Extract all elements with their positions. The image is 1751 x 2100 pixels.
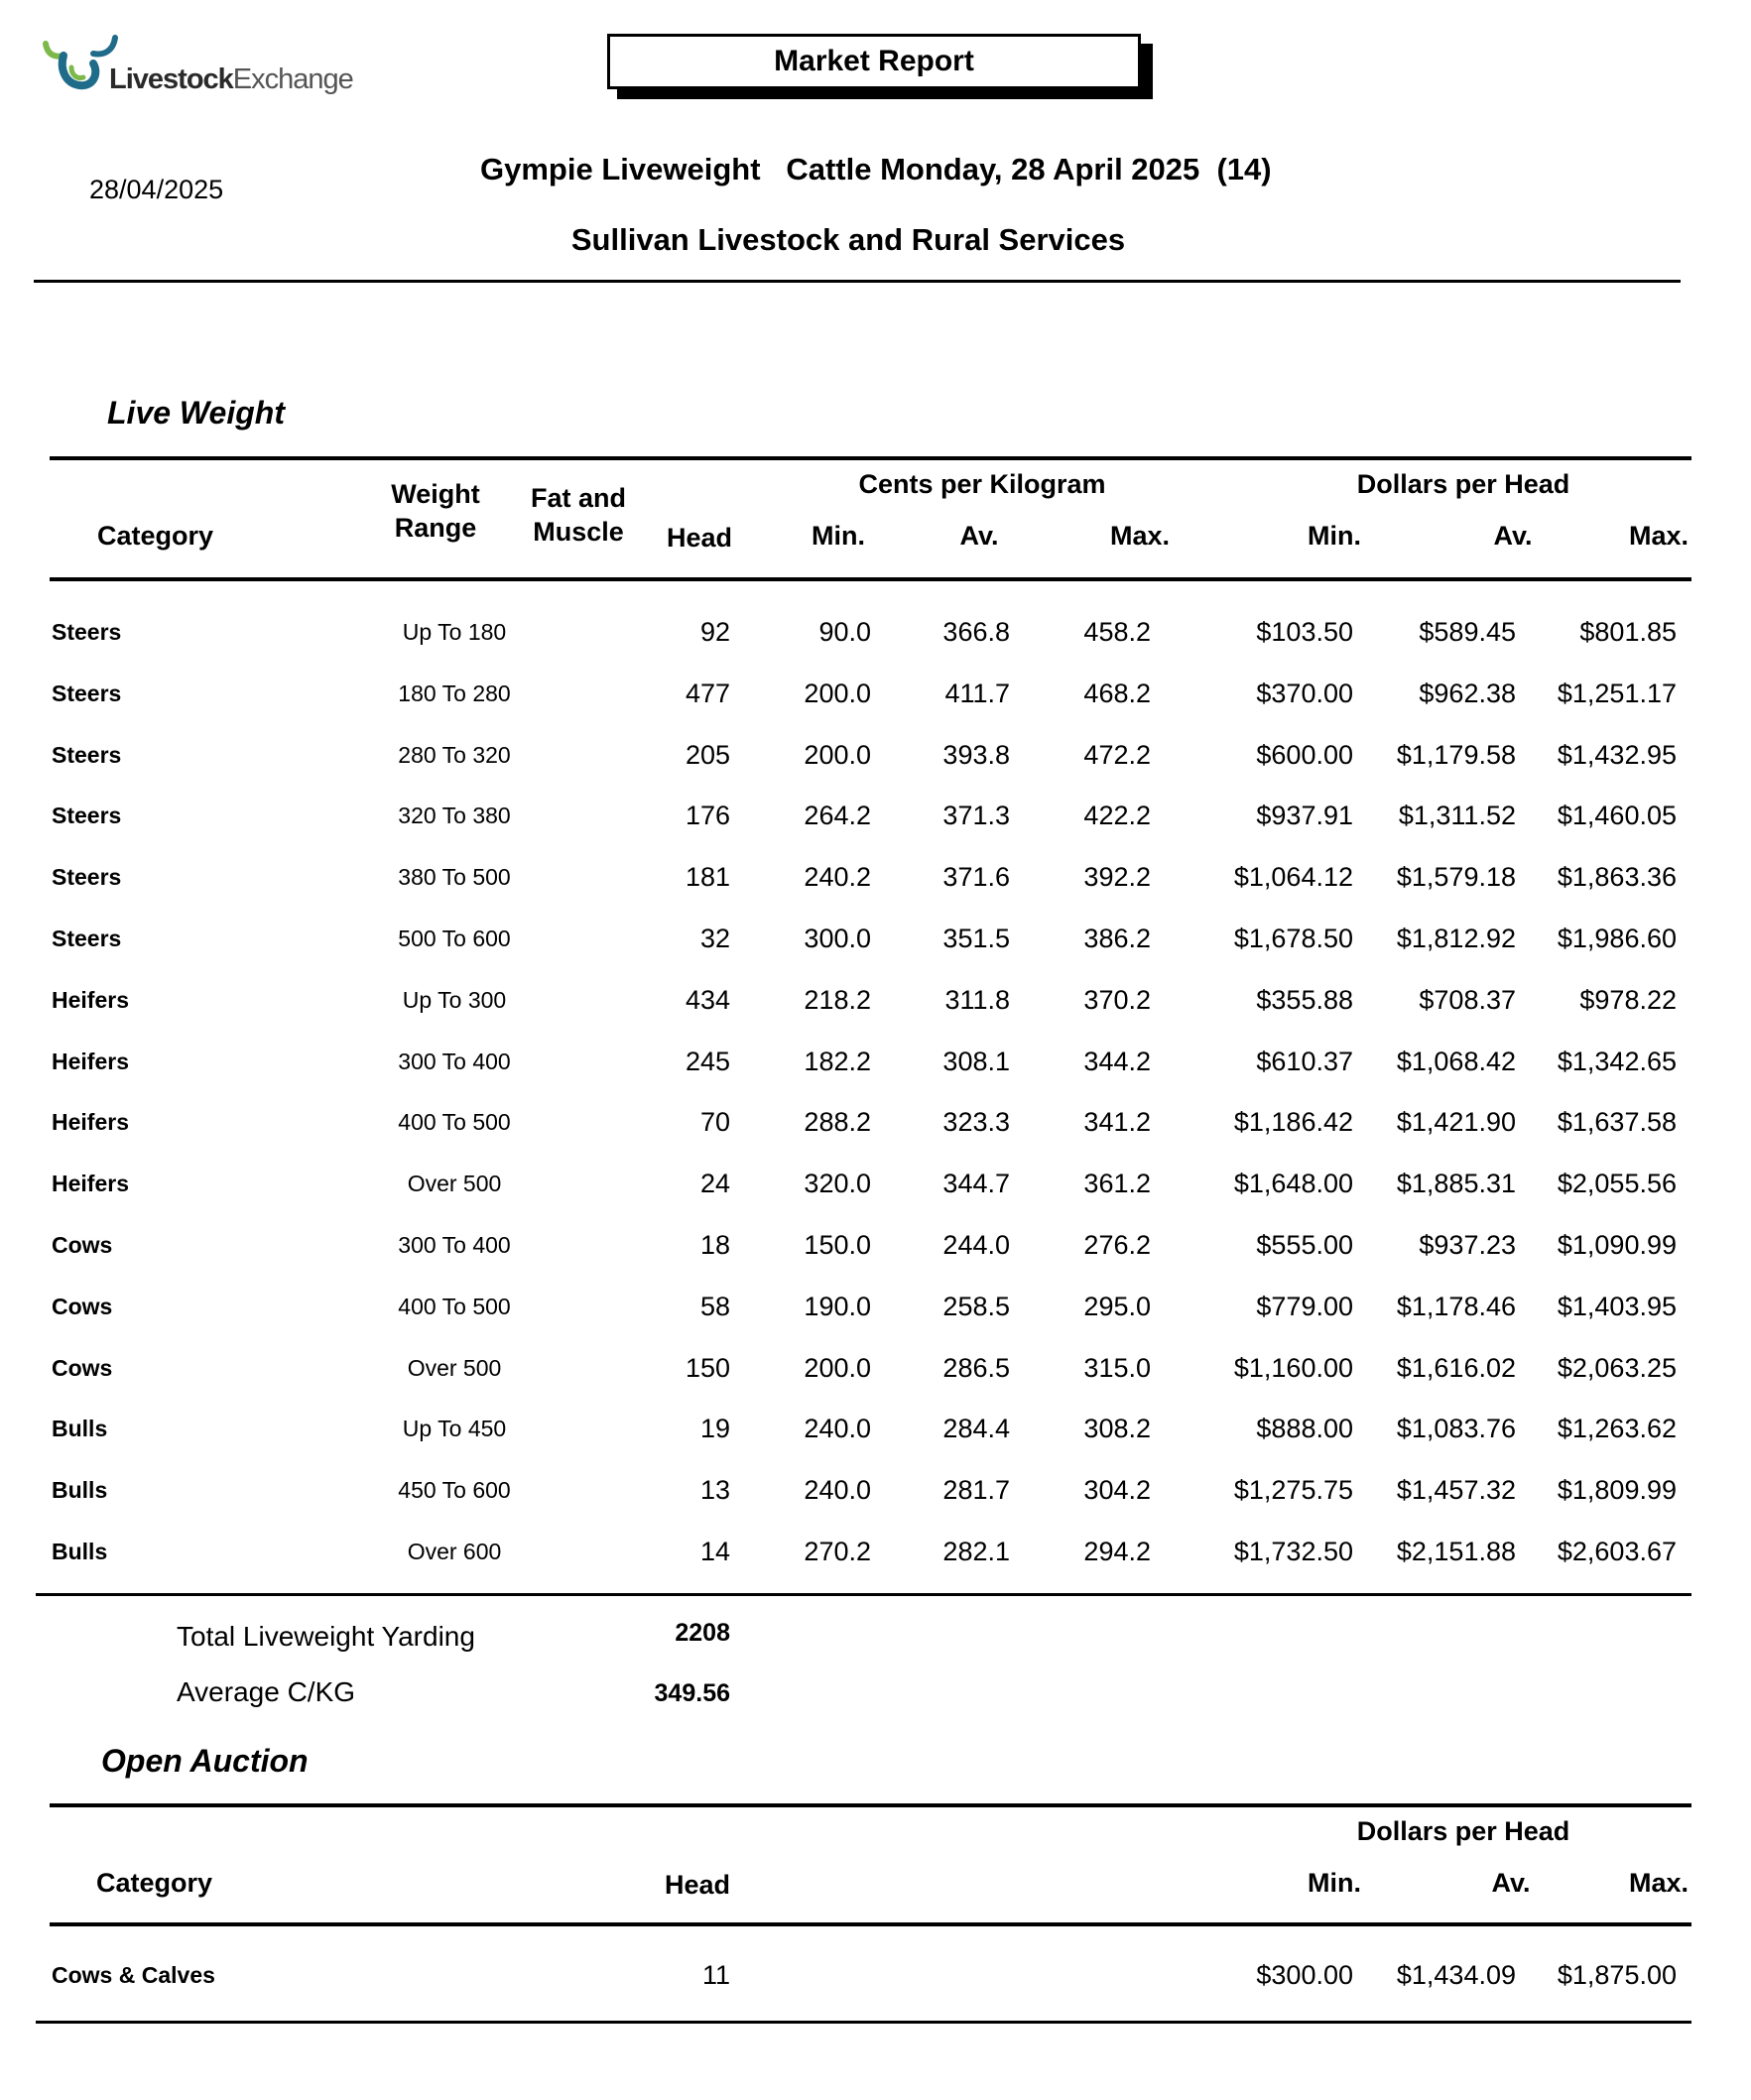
row-weight-range: Up To 180 xyxy=(402,619,507,645)
row-head: 58 xyxy=(699,1292,730,1321)
row-cents-max: 472.2 xyxy=(1083,740,1151,770)
row-weight-range: 450 To 600 xyxy=(398,1477,511,1503)
oa-col-header-head: Head xyxy=(664,1870,731,1900)
header-divider xyxy=(34,280,1681,283)
row-cents-min: 320.0 xyxy=(804,1169,871,1198)
table-row xyxy=(0,908,1751,969)
row-dollars-max: $1,342.65 xyxy=(1557,1047,1677,1076)
row-cents-min: 150.0 xyxy=(804,1230,871,1260)
oa-col-header-category: Category xyxy=(96,1868,213,1898)
col-header-cents-max: Max. xyxy=(1109,521,1171,551)
row-weight-range: 400 To 500 xyxy=(398,1109,511,1135)
row-cents-av: 344.7 xyxy=(942,1169,1010,1198)
row-dollars-av: $1,812.92 xyxy=(1396,924,1516,953)
table-row xyxy=(0,1459,1751,1521)
row-dollars-min: $1,678.50 xyxy=(1233,924,1353,953)
weight-range-line-2: Range xyxy=(394,512,477,543)
row-category: Bulls xyxy=(52,1416,108,1441)
row-head: 434 xyxy=(685,985,730,1015)
table-row xyxy=(0,1031,1751,1092)
row-dollars-max: $1,986.60 xyxy=(1557,924,1677,953)
row-dollars-max: $1,875.00 xyxy=(1557,1960,1677,1990)
row-dollars-av: $962.38 xyxy=(1419,679,1516,708)
row-category: Cows xyxy=(52,1355,113,1381)
row-cents-av: 366.8 xyxy=(942,617,1010,647)
row-dollars-min: $937.91 xyxy=(1256,801,1353,830)
col-header-fat-muscle xyxy=(514,482,643,550)
row-dollars-av: $1,885.31 xyxy=(1396,1169,1516,1198)
row-dollars-min: $1,732.50 xyxy=(1233,1537,1353,1566)
table-row xyxy=(0,1337,1751,1399)
row-cents-av: 281.7 xyxy=(942,1475,1010,1505)
row-cents-max: 468.2 xyxy=(1083,679,1151,708)
average-ckg-value: 349.56 xyxy=(654,1679,730,1707)
row-dollars-max: $1,403.95 xyxy=(1557,1292,1677,1321)
row-weight-range: 300 To 400 xyxy=(398,1232,511,1258)
row-dollars-min: $610.37 xyxy=(1256,1047,1353,1076)
row-dollars-max: $801.85 xyxy=(1579,617,1677,647)
row-cents-av: 323.3 xyxy=(942,1107,1010,1137)
row-dollars-max: $1,090.99 xyxy=(1557,1230,1677,1260)
row-weight-range: Up To 300 xyxy=(402,987,507,1013)
row-category: Bulls xyxy=(52,1477,108,1503)
row-dollars-min: $370.00 xyxy=(1256,679,1353,708)
row-dollars-max: $978.22 xyxy=(1579,985,1677,1015)
row-cents-min: 264.2 xyxy=(804,801,871,830)
table-row xyxy=(0,1153,1751,1214)
weight-range-line-1: Weight xyxy=(391,479,480,509)
row-category: Steers xyxy=(52,803,122,828)
row-dollars-min: $600.00 xyxy=(1256,740,1353,770)
open-auction-section-title: Open Auction xyxy=(101,1743,309,1779)
row-dollars-min: $300.00 xyxy=(1256,1960,1353,1990)
row-dollars-min: $355.88 xyxy=(1256,985,1353,1015)
row-weight-range: 400 To 500 xyxy=(398,1294,511,1319)
row-head: 150 xyxy=(685,1353,730,1383)
row-category: Heifers xyxy=(52,1171,129,1196)
row-cents-max: 315.0 xyxy=(1083,1353,1151,1383)
row-dollars-av: $1,579.18 xyxy=(1396,862,1516,892)
row-cents-max: 304.2 xyxy=(1083,1475,1151,1505)
row-cents-av: 286.5 xyxy=(942,1353,1010,1383)
row-head: 13 xyxy=(699,1475,730,1505)
row-dollars-av: $937.23 xyxy=(1419,1230,1516,1260)
logo-wordmark: LivestockExchange xyxy=(109,63,353,95)
open-auction-header-top-rule xyxy=(50,1803,1691,1807)
row-category: Steers xyxy=(52,864,122,890)
row-dollars-av: $1,068.42 xyxy=(1396,1047,1516,1076)
live-weight-section-title: Live Weight xyxy=(107,395,285,431)
table-row xyxy=(0,846,1751,908)
row-head: 11 xyxy=(701,1960,730,1990)
row-category: Steers xyxy=(52,742,122,768)
table-row xyxy=(0,663,1751,724)
col-header-cents-av: Av. xyxy=(959,521,999,551)
row-dollars-av: $2,151.88 xyxy=(1396,1537,1516,1566)
row-cents-av: 244.0 xyxy=(942,1230,1010,1260)
table-row xyxy=(0,1091,1751,1153)
row-category: Heifers xyxy=(52,1049,129,1074)
row-category: Cows & Calves xyxy=(52,1962,215,1988)
row-cents-max: 370.2 xyxy=(1083,985,1151,1015)
row-dollars-min: $1,275.75 xyxy=(1233,1475,1353,1505)
row-cents-max: 308.2 xyxy=(1083,1414,1151,1443)
row-weight-range: 280 To 320 xyxy=(398,742,511,768)
row-dollars-max: $1,809.99 xyxy=(1557,1475,1677,1505)
row-cents-min: 300.0 xyxy=(804,924,871,953)
row-head: 32 xyxy=(699,924,730,953)
total-yarding-label: Total Liveweight Yarding xyxy=(177,1621,475,1652)
col-header-cents-min: Min. xyxy=(812,521,865,551)
row-weight-range: 500 To 600 xyxy=(398,926,511,951)
row-cents-min: 270.2 xyxy=(804,1537,871,1566)
row-weight-range: Over 600 xyxy=(407,1539,502,1564)
row-cents-min: 288.2 xyxy=(804,1107,871,1137)
row-cents-max: 294.2 xyxy=(1083,1537,1151,1566)
row-cents-av: 284.4 xyxy=(942,1414,1010,1443)
col-header-dollars-av: Av. xyxy=(1493,521,1533,551)
row-category: Cows xyxy=(52,1294,113,1319)
row-category: Steers xyxy=(52,619,122,645)
agent-name: Sullivan Livestock and Rural Services xyxy=(570,222,1126,257)
average-ckg-label: Average C/KG xyxy=(177,1676,356,1707)
row-cents-av: 308.1 xyxy=(942,1047,1010,1076)
col-header-dollars-min: Min. xyxy=(1308,521,1361,551)
row-dollars-max: $2,603.67 xyxy=(1557,1537,1677,1566)
row-dollars-av: $1,421.90 xyxy=(1396,1107,1516,1137)
oa-col-header-av: Av. xyxy=(1491,1868,1531,1898)
row-cents-min: 240.0 xyxy=(804,1475,871,1505)
row-cents-max: 458.2 xyxy=(1083,617,1151,647)
open-auction-header-bottom-rule xyxy=(50,1922,1691,1926)
row-head: 24 xyxy=(699,1169,730,1198)
row-category: Cows xyxy=(52,1232,113,1258)
row-cents-min: 240.2 xyxy=(804,862,871,892)
row-category: Steers xyxy=(52,926,122,951)
oa-col-header-min: Min. xyxy=(1308,1868,1361,1898)
row-cents-min: 182.2 xyxy=(804,1047,871,1076)
row-weight-range: 180 To 280 xyxy=(398,680,511,706)
sale-title: Gympie Liveweight Cattle Monday, 28 April 2025 (14) xyxy=(480,152,1272,186)
row-category: Heifers xyxy=(52,1109,129,1135)
live-weight-header-bottom-rule xyxy=(50,577,1691,581)
row-dollars-av: $1,434.09 xyxy=(1396,1960,1516,1990)
row-head: 70 xyxy=(699,1107,730,1137)
row-head: 181 xyxy=(685,862,730,892)
row-category: Heifers xyxy=(52,987,129,1013)
row-cents-min: 200.0 xyxy=(804,1353,871,1383)
row-cents-max: 361.2 xyxy=(1083,1169,1151,1198)
row-cents-av: 282.1 xyxy=(942,1537,1010,1566)
col-header-category: Category xyxy=(97,521,214,551)
row-cents-max: 341.2 xyxy=(1083,1107,1151,1137)
row-dollars-av: $1,178.46 xyxy=(1396,1292,1516,1321)
row-cents-min: 218.2 xyxy=(804,985,871,1015)
row-dollars-av: $1,457.32 xyxy=(1396,1475,1516,1505)
report-type-box: Market Report xyxy=(607,34,1141,89)
row-head: 14 xyxy=(699,1537,730,1566)
table-row xyxy=(0,724,1751,786)
table-row xyxy=(0,785,1751,846)
row-dollars-av: $1,179.58 xyxy=(1396,740,1516,770)
table-row xyxy=(0,1944,1751,2006)
table-row xyxy=(0,1276,1751,1337)
row-cents-min: 200.0 xyxy=(804,679,871,708)
row-head: 176 xyxy=(685,801,730,830)
row-category: Bulls xyxy=(52,1539,108,1564)
col-header-dollars-max: Max. xyxy=(1628,521,1689,551)
row-dollars-min: $555.00 xyxy=(1256,1230,1353,1260)
row-head: 245 xyxy=(685,1047,730,1076)
row-dollars-av: $1,311.52 xyxy=(1398,801,1516,830)
table-row xyxy=(0,1521,1751,1582)
table-row xyxy=(0,1214,1751,1276)
col-header-head: Head xyxy=(666,523,733,553)
row-cents-av: 371.3 xyxy=(942,801,1010,830)
row-head: 18 xyxy=(699,1230,730,1260)
row-head: 477 xyxy=(685,679,730,708)
row-head: 92 xyxy=(699,617,730,647)
row-dollars-min: $1,160.00 xyxy=(1233,1353,1353,1383)
row-cents-max: 295.0 xyxy=(1083,1292,1151,1321)
row-dollars-av: $1,616.02 xyxy=(1396,1353,1516,1383)
row-weight-range: Up To 450 xyxy=(402,1416,507,1441)
row-weight-range: 300 To 400 xyxy=(398,1049,511,1074)
row-weight-range: 380 To 500 xyxy=(398,864,511,890)
row-weight-range: 320 To 380 xyxy=(398,803,511,828)
row-cents-av: 311.8 xyxy=(944,985,1010,1015)
fat-muscle-line-2: Muscle xyxy=(533,516,624,547)
row-weight-range: Over 500 xyxy=(407,1171,502,1196)
row-cents-max: 392.2 xyxy=(1083,862,1151,892)
col-group-cents-per-kg: Cents per Kilogram xyxy=(858,469,1106,499)
row-dollars-av: $1,083.76 xyxy=(1396,1414,1516,1443)
row-dollars-max: $2,055.56 xyxy=(1557,1169,1677,1198)
table-row xyxy=(0,1398,1751,1459)
table-row xyxy=(0,969,1751,1031)
row-dollars-max: $1,263.62 xyxy=(1557,1414,1677,1443)
oa-col-group-dollars-per-head: Dollars per Head xyxy=(1356,1816,1570,1846)
live-weight-table-bottom-rule xyxy=(36,1593,1691,1596)
row-cents-max: 344.2 xyxy=(1083,1047,1151,1076)
row-dollars-max: $1,251.17 xyxy=(1557,679,1677,708)
row-dollars-max: $1,863.36 xyxy=(1557,862,1677,892)
row-cents-av: 393.8 xyxy=(942,740,1010,770)
row-cents-min: 190.0 xyxy=(804,1292,871,1321)
live-weight-header-top-rule xyxy=(50,456,1691,460)
open-auction-bottom-rule xyxy=(36,2021,1691,2024)
row-dollars-max: $1,637.58 xyxy=(1557,1107,1677,1137)
row-dollars-min: $888.00 xyxy=(1256,1414,1353,1443)
fat-muscle-line-1: Fat and xyxy=(530,483,626,513)
row-cents-av: 258.5 xyxy=(942,1292,1010,1321)
col-group-dollars-per-head: Dollars per Head xyxy=(1356,469,1570,499)
row-dollars-max: $2,063.25 xyxy=(1557,1353,1677,1383)
table-row xyxy=(0,601,1751,663)
row-cents-min: 200.0 xyxy=(804,740,871,770)
row-cents-max: 276.2 xyxy=(1083,1230,1151,1260)
row-weight-range: Over 500 xyxy=(407,1355,502,1381)
row-dollars-max: $1,460.05 xyxy=(1557,801,1677,830)
oa-col-header-max: Max. xyxy=(1628,1868,1689,1898)
row-dollars-av: $708.37 xyxy=(1419,985,1516,1015)
row-dollars-min: $1,186.42 xyxy=(1233,1107,1353,1137)
row-cents-av: 351.5 xyxy=(942,924,1010,953)
row-cents-max: 422.2 xyxy=(1083,801,1151,830)
total-yarding-value: 2208 xyxy=(675,1619,730,1647)
row-cents-min: 240.0 xyxy=(804,1414,871,1443)
row-dollars-max: $1,432.95 xyxy=(1557,740,1677,770)
row-dollars-min: $1,064.12 xyxy=(1233,862,1353,892)
report-date: 28/04/2025 xyxy=(89,175,224,204)
row-cents-av: 411.7 xyxy=(944,679,1010,708)
row-dollars-min: $779.00 xyxy=(1256,1292,1353,1321)
col-header-weight-range xyxy=(375,478,496,546)
row-cents-av: 371.6 xyxy=(942,862,1010,892)
row-cents-max: 386.2 xyxy=(1083,924,1151,953)
row-category: Steers xyxy=(52,680,122,706)
row-dollars-av: $589.45 xyxy=(1419,617,1516,647)
row-dollars-min: $103.50 xyxy=(1256,617,1353,647)
row-dollars-min: $1,648.00 xyxy=(1233,1169,1353,1198)
row-cents-min: 90.0 xyxy=(818,617,871,647)
row-head: 19 xyxy=(699,1414,730,1443)
row-head: 205 xyxy=(685,740,730,770)
